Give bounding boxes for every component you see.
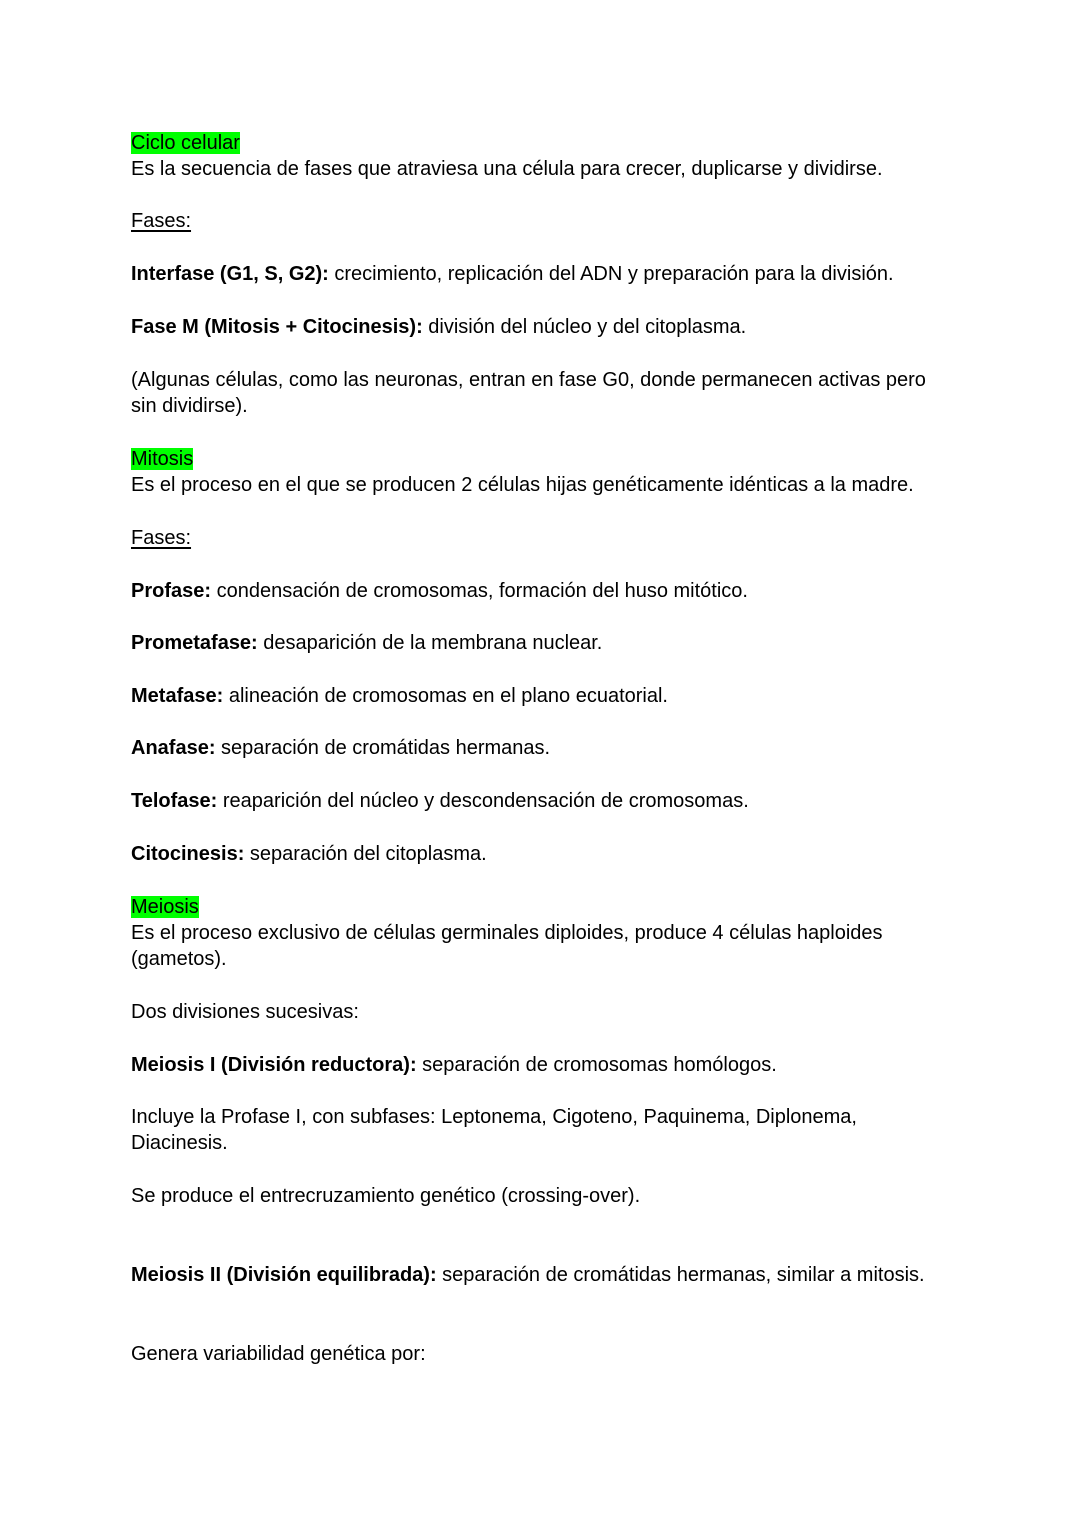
meiosis2-desc: separación de cromátidas hermanas, similar a mitosis. <box>436 1264 925 1286</box>
metafase-desc: alineación de cromosomas en el plano ecuatorial. <box>223 685 668 707</box>
prometafase-item <box>131 630 602 656</box>
profase1-line2: Diacinesis. <box>131 1132 228 1154</box>
meiosis-heading: Meiosis <box>131 896 199 918</box>
profase1-line1: Incluye la Profase I, con subfases: Leptonema, Cigoteno, Paquinema, Diplonema, <box>131 1106 857 1128</box>
profase-item <box>131 578 748 604</box>
mitosis-phases-label: Fases: <box>131 527 192 549</box>
fasem-desc: división del núcleo y del citoplasma. <box>422 316 747 338</box>
meiosis-divisions-label: Dos divisiones sucesivas: <box>131 1001 359 1023</box>
ciclo-note-line2: sin dividirse). <box>131 395 248 417</box>
ciclo-heading: Ciclo celular <box>131 132 240 154</box>
meiosis1-term: Meiosis I (División reductora): <box>131 1054 417 1076</box>
prometafase-desc: desaparición de la membrana nuclear. <box>257 632 603 654</box>
ciclo-note-line1: (Algunas células, como las neuronas, entran en fase G0, donde permanecen activas pero <box>131 369 926 391</box>
citocinesis-item <box>131 841 487 867</box>
meiosis1-item <box>131 1052 777 1078</box>
meiosis2-item <box>131 1262 925 1288</box>
ciclo-phases-label: Fases: <box>131 210 192 232</box>
metafase-item <box>131 683 668 709</box>
interfase-term: Interfase (G1, S, G2): <box>131 263 329 285</box>
meiosis-definition-line1: Es el proceso exclusivo de células germinales diploides, produce 4 células haploides <box>131 922 883 944</box>
anafase-desc: separación de cromátidas hermanas. <box>215 737 551 759</box>
prometafase-term: Prometafase: <box>131 632 258 654</box>
variability-label: Genera variabilidad genética por: <box>131 1343 426 1365</box>
anafase-item <box>131 735 550 761</box>
mitosis-heading: Mitosis <box>131 448 194 470</box>
meiosis2-term: Meiosis II (División equilibrada): <box>131 1264 437 1286</box>
citocinesis-term: Citocinesis: <box>131 843 245 865</box>
mitosis-definition: Es el proceso en el que se producen 2 células hijas genéticamente idénticas a la madre. <box>131 474 914 496</box>
profase-desc: condensación de cromosomas, formación del huso mitótico. <box>211 580 748 602</box>
profase-term: Profase: <box>131 580 212 602</box>
telofase-item <box>131 788 749 814</box>
fasem-term: Fase M (Mitosis + Citocinesis): <box>131 316 423 338</box>
fasem-item <box>131 314 746 340</box>
telofase-desc: reaparición del núcleo y descondensación de cromosomas. <box>217 790 749 812</box>
interfase-item <box>131 261 894 287</box>
citocinesis-desc: separación del citoplasma. <box>244 843 487 865</box>
telofase-term: Telofase: <box>131 790 218 812</box>
interfase-desc: crecimiento, replicación del ADN y preparación para la división. <box>328 263 894 285</box>
meiosis1-desc: separación de cromosomas homólogos. <box>416 1054 777 1076</box>
metafase-term: Metafase: <box>131 685 224 707</box>
meiosis-definition-line2: (gametos). <box>131 948 227 970</box>
anafase-term: Anafase: <box>131 737 216 759</box>
ciclo-definition: Es la secuencia de fases que atraviesa una célula para crecer, duplicarse y dividirse. <box>131 158 883 180</box>
crossing-over: Se produce el entrecruzamiento genético (crossing-over). <box>131 1185 641 1207</box>
